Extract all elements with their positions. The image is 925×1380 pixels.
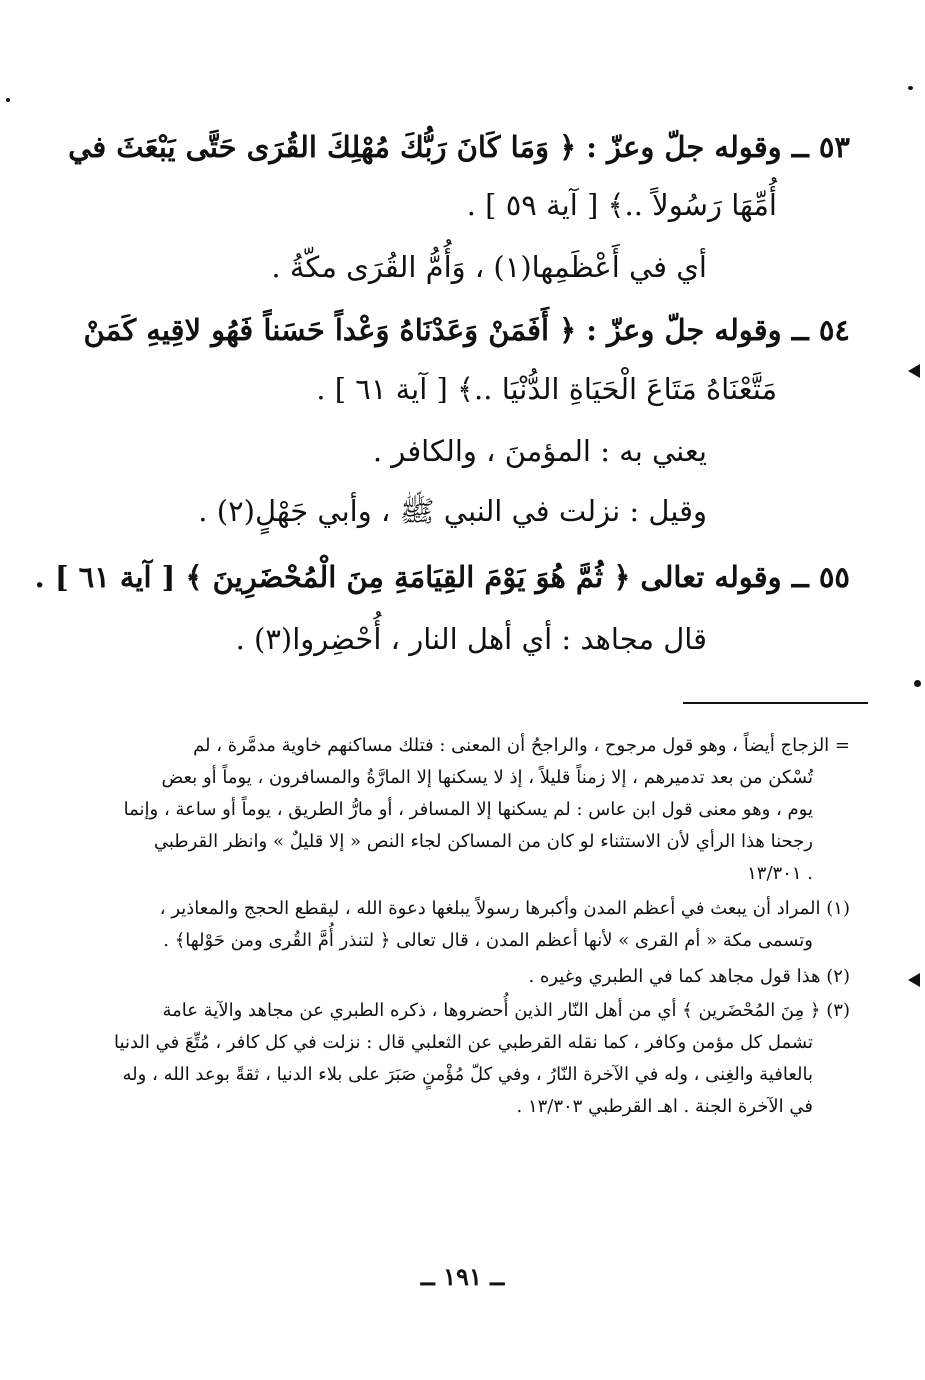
footnote-3-line: (٣) ﴿ مِنَ المُحْضَرين ﴾ أي من أهل النّار الذين أُحضروها ، ذكره الطبري عن مجاهد والآية عامة bbox=[162, 1000, 850, 1021]
footnote-cont-line: تُسْكن من بعد تدميرهم ، إلا زمناً قليلاً ، إذ لا يسكنها إلا المارَّةُ والمسافرون ، يوماً أو بعض bbox=[161, 767, 813, 788]
item-53-line-2: أُمِّهَا رَسُولاً ..﴾ [ آية ٥٩ ] . bbox=[466, 188, 777, 222]
footnote-cont-line: رجحنا هذا الرأي لأن الاستثناء لو كان من المساكن لجاء النص « إلا قليلٌ » وانظر القرطبي bbox=[153, 831, 813, 852]
footnote-1-line: وتسمى مكة « أم القرى » لأنها أعظم المدن ، قال تعالى ﴿ لتنذر أُمَّ القُرى ومن حَوْلها﴾ . bbox=[163, 930, 813, 951]
footnote-3-line: بالعافية والغِنى ، وله في الآخرة النّارُ ، وفي كلّ مُؤْمنٍ صَبَرَ على بلاء الدنيا ، ثقةً بوعد الله ، وله bbox=[122, 1064, 813, 1085]
footnote-3-line: تشمل كل مؤمن وكافر ، كما نقله القرطبي عن الثعلبي قال : نزلت في كل كافر ، مُتِّعَ في الدنيا bbox=[114, 1032, 813, 1053]
footnote-cont-line: ١٣/٣٠١ . bbox=[747, 863, 813, 884]
footnote-2-line: (٢) هذا قول مجاهد كما في الطبري وغيره . bbox=[528, 966, 850, 987]
scan-speck bbox=[6, 98, 10, 102]
margin-marker bbox=[908, 364, 920, 378]
scan-speck bbox=[908, 86, 913, 90]
item-55-line-1: ٥٥ ــ وقوله تعالى ﴿ ثُمَّ هُوَ يَوْمَ القِيَامَةِ مِنَ الْمُحْضَرِينَ ﴾ [ آية ٦١ ] . bbox=[34, 560, 850, 594]
footnote-1-line: (١) المراد أن يبعث في أعظم المدن وأكبرها رسولاً يبلغها دعوة الله ، ليقطع الحجج والمعاذير ، bbox=[159, 898, 850, 919]
item-53-line-3: أي في أَعْظَمِها(١) ، وَأُمُّ القُرَى مكّةُ . bbox=[271, 250, 707, 284]
margin-dot bbox=[914, 680, 921, 687]
footnote-cont-line: يوم ، وهو معنى قول ابن عاس : لم يسكنها إلا المسافر ، أو مارُّ الطريق ، يوماً أو ساعة ، وإنما bbox=[123, 799, 813, 820]
item-54-line-2: مَتَّعْنَاهُ مَتَاعَ الْحَيَاةِ الدُّنْيَا ..﴾ [ آية ٦١ ] . bbox=[316, 372, 777, 406]
item-55-line-2: قال مجاهد : أي أهل النار ، أُحْضِروا(٣) . bbox=[235, 622, 707, 656]
footnote-cont-line: = الزجاج أيضاً ، وهو قول مرجوح ، والراجحُ أن المعنى : فتلك مساكنهم خاوية مدمَّرة ، لم bbox=[193, 735, 850, 756]
margin-marker bbox=[908, 973, 920, 987]
footnote-separator bbox=[683, 702, 868, 704]
page-number: ــ ١٩١ ــ bbox=[420, 1262, 505, 1291]
footnote-3-line: في الآخرة الجنة . اهـ القرطبي ١٣/٣٠٣ . bbox=[516, 1096, 813, 1117]
item-53-line-1: ٥٣ ــ وقوله جلّ وعزّ : ﴿ وَمَا كَانَ رَبُّكَ مُهْلِكَ القُرَى حَتَّى يَبْعَثَ في bbox=[68, 130, 850, 164]
item-54-line-3: يعني به : المؤمنَ ، والكافر . bbox=[372, 434, 707, 468]
item-54-line-1: ٥٤ ــ وقوله جلّ وعزّ : ﴿ أَفَمَنْ وَعَدْنَاهُ وَعْداً حَسَناً فَهُو لاقِيهِ كَمَنْ bbox=[83, 313, 850, 347]
item-54-line-4: وقيل : نزلت في النبي ﷺ ، وأبي جَهْلٍ(٢) . bbox=[198, 494, 707, 528]
